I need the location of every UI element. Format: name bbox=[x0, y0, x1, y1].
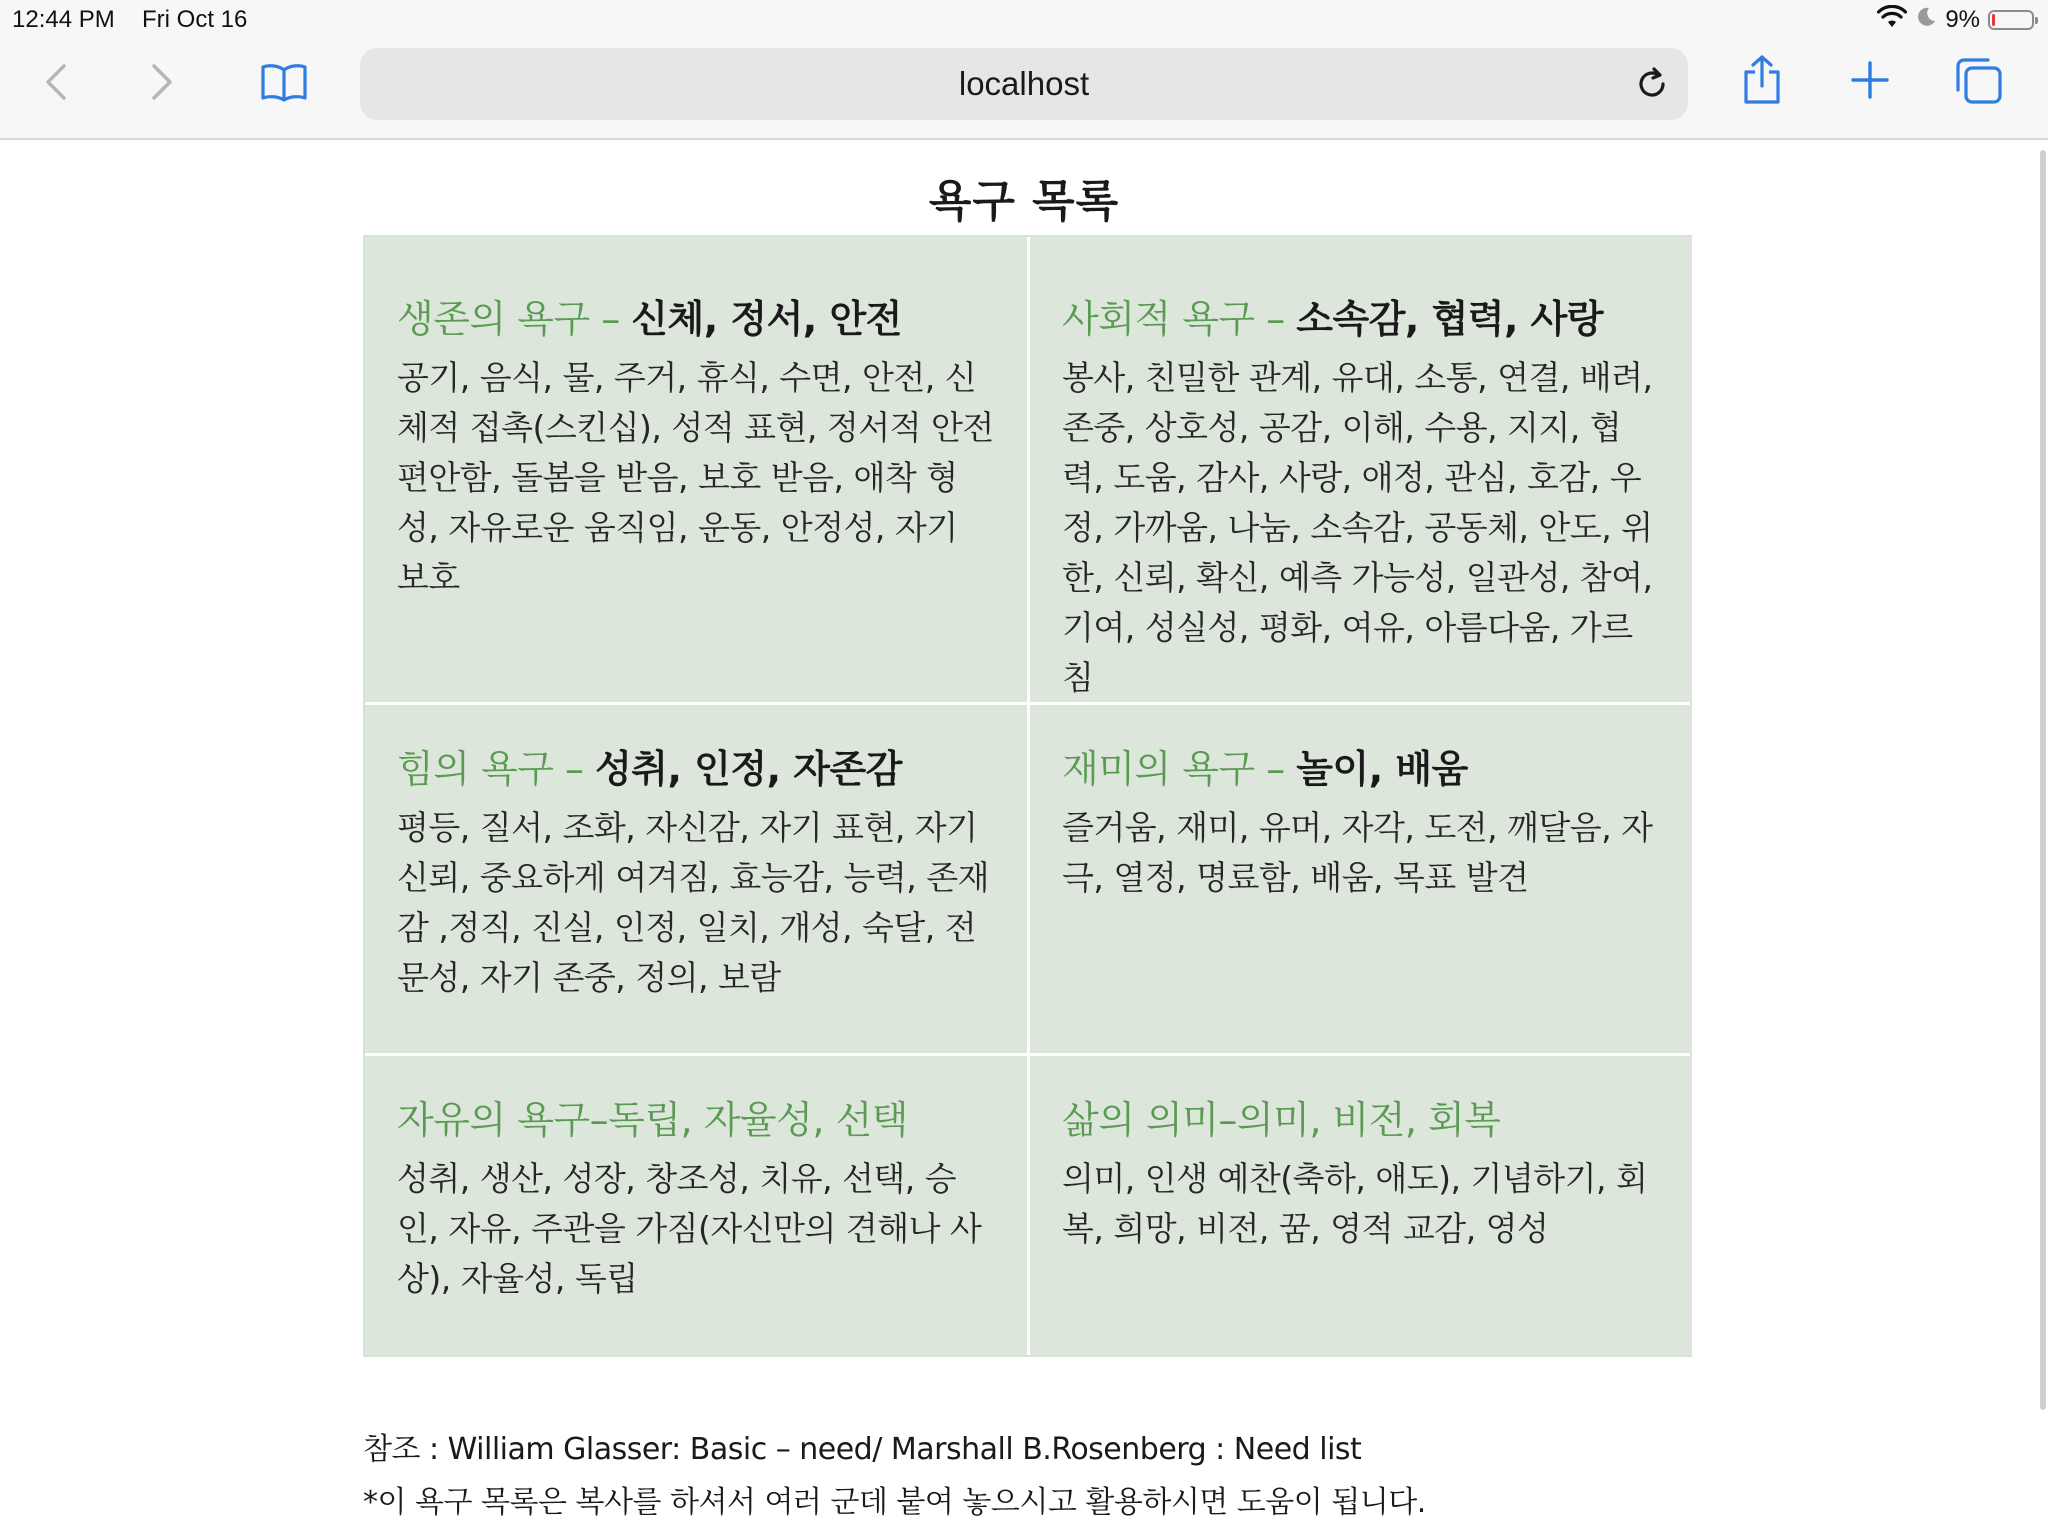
cell-category: 힘의 욕구 bbox=[397, 747, 554, 791]
cell-category: 삶의 의미–의미, 비전, 회복 bbox=[1062, 1098, 1501, 1142]
cell-subtitle: 성취, 인정, 자존감 bbox=[595, 747, 902, 791]
footer-note: *이 욕구 목록은 복사를 하셔서 여러 군데 붙여 놓으시고 활용하시면 도움이 됩니다. bbox=[363, 1485, 1426, 1520]
needs-cell-freedom bbox=[365, 1056, 1027, 1355]
scroll-indicator[interactable] bbox=[2040, 150, 2046, 1410]
back-icon bbox=[42, 60, 70, 108]
cell-category: 재미의 욕구 bbox=[1062, 747, 1255, 791]
cell-separator: – bbox=[1254, 747, 1297, 791]
reload-button[interactable] bbox=[1634, 66, 1670, 102]
bookmarks-button[interactable] bbox=[256, 60, 312, 108]
browser-toolbar bbox=[0, 40, 2048, 140]
cell-separator: – bbox=[589, 297, 632, 341]
cell-items: 봉사, 친밀한 관계, 유대, 소통, 연결, 배려, 존중, 상호성, 공감, 이해, 수용, 지지, 협력, 도움, 감사, 사랑, 애정, 관심, 호감, 우정, 가까움, 나눔, 소속감, 공동체, 안도, 위한, 신뢰, 확신, 예측 가능성, 일관성, 참여, 기여, 성실성, 평화, 여유, 아름다움, 가르침 bbox=[1062, 358, 1653, 697]
share-icon bbox=[1740, 54, 1784, 110]
status-indicators bbox=[1877, 5, 2034, 35]
cell-subtitle: 신체, 정서, 안전 bbox=[631, 297, 902, 341]
back-button[interactable] bbox=[36, 62, 76, 106]
needs-cell-power bbox=[365, 705, 1027, 1053]
cell-category: 생존의 욕구 bbox=[397, 297, 590, 341]
cell-heading bbox=[397, 1096, 997, 1144]
wifi-icon bbox=[1877, 5, 1907, 36]
cell-heading bbox=[1062, 295, 1662, 343]
needs-cell-survival bbox=[365, 237, 1027, 702]
cell-category: 자유의 욕구–독립, 자율성, 선택 bbox=[397, 1098, 908, 1142]
cell-items: 편안함, 돌봄을 받음, 보호 받음, 애착 형성, 자유로운 움직임, 운동, 안정성, 자기 보호 bbox=[397, 458, 958, 597]
needs-cell-social bbox=[1030, 237, 1692, 702]
address-bar[interactable] bbox=[360, 48, 1688, 120]
address-text: localhost bbox=[958, 65, 1090, 102]
needs-cell-meaning bbox=[1030, 1056, 1692, 1355]
bookmarks-icon bbox=[260, 62, 308, 106]
cell-items: 성취, 생산, 성장, 창조성, 치유, 선택, 승인, 자유, 주관을 가짐(자신만의 견해나 사상), 자율성, 독립 bbox=[397, 1159, 982, 1298]
cell-heading bbox=[397, 295, 997, 343]
battery-percent: 9% bbox=[1945, 6, 1980, 33]
cell-separator: – bbox=[1254, 297, 1297, 341]
cell-subtitle: 놀이, 배움 bbox=[1296, 747, 1468, 791]
cell-items: 공기, 음식, 물, 주거, 휴식, 수면, 안전, 신체적 접촉(스킨십), 성적 표현, 정서적 안전 bbox=[397, 358, 994, 447]
needs-cell-fun bbox=[1030, 705, 1692, 1053]
needs-grid bbox=[363, 235, 1692, 1357]
share-button[interactable] bbox=[1738, 54, 1786, 110]
forward-icon bbox=[148, 60, 176, 108]
battery-level bbox=[1992, 14, 1995, 26]
status-time: 12:44 PM bbox=[12, 6, 115, 33]
cell-heading bbox=[397, 745, 997, 793]
tabs-icon bbox=[1954, 56, 2004, 110]
new-tab-icon bbox=[1850, 60, 1890, 104]
status-date: Fri Oct 16 bbox=[142, 6, 248, 33]
forward-button[interactable] bbox=[142, 62, 182, 106]
cell-items: 의미, 인생 예찬(축하, 애도), 기념하기, 회복, 희망, 비전, 꿈, 영적 교감, 영성 bbox=[1062, 1159, 1648, 1248]
footer-reference: 참조 : William Glasser: Basic – need/ Marshall B.Rosenberg : Need list bbox=[363, 1432, 1362, 1467]
reload-icon bbox=[1634, 87, 1670, 106]
cell-heading bbox=[1062, 745, 1662, 793]
cell-separator: – bbox=[553, 747, 596, 791]
tabs-button[interactable] bbox=[1954, 58, 2004, 108]
new-tab-button[interactable] bbox=[1850, 62, 1890, 102]
moon-icon bbox=[1915, 6, 1937, 35]
battery-icon bbox=[1988, 10, 2034, 30]
page-title: 욕구 목록 bbox=[928, 176, 1120, 227]
cell-heading bbox=[1062, 1096, 1662, 1144]
cell-subtitle: 소속감, 협력, 사랑 bbox=[1296, 297, 1604, 341]
cell-category: 사회적 욕구 bbox=[1062, 297, 1255, 341]
cell-items: 평등, 질서, 조화, 자신감, 자기 표현, 자기 신뢰, 중요하게 여겨짐, 효능감, 능력, 존재감 ,정직, 진실, 인정, 일치, 개성, 숙달, 전문성, 자기 존중, 정의, 보람 bbox=[397, 808, 989, 997]
cell-items: 즐거움, 재미, 유머, 자각, 도전, 깨달음, 자극, 열정, 명료함, 배움, 목표 발견 bbox=[1062, 808, 1653, 897]
status-bar bbox=[0, 0, 2048, 40]
